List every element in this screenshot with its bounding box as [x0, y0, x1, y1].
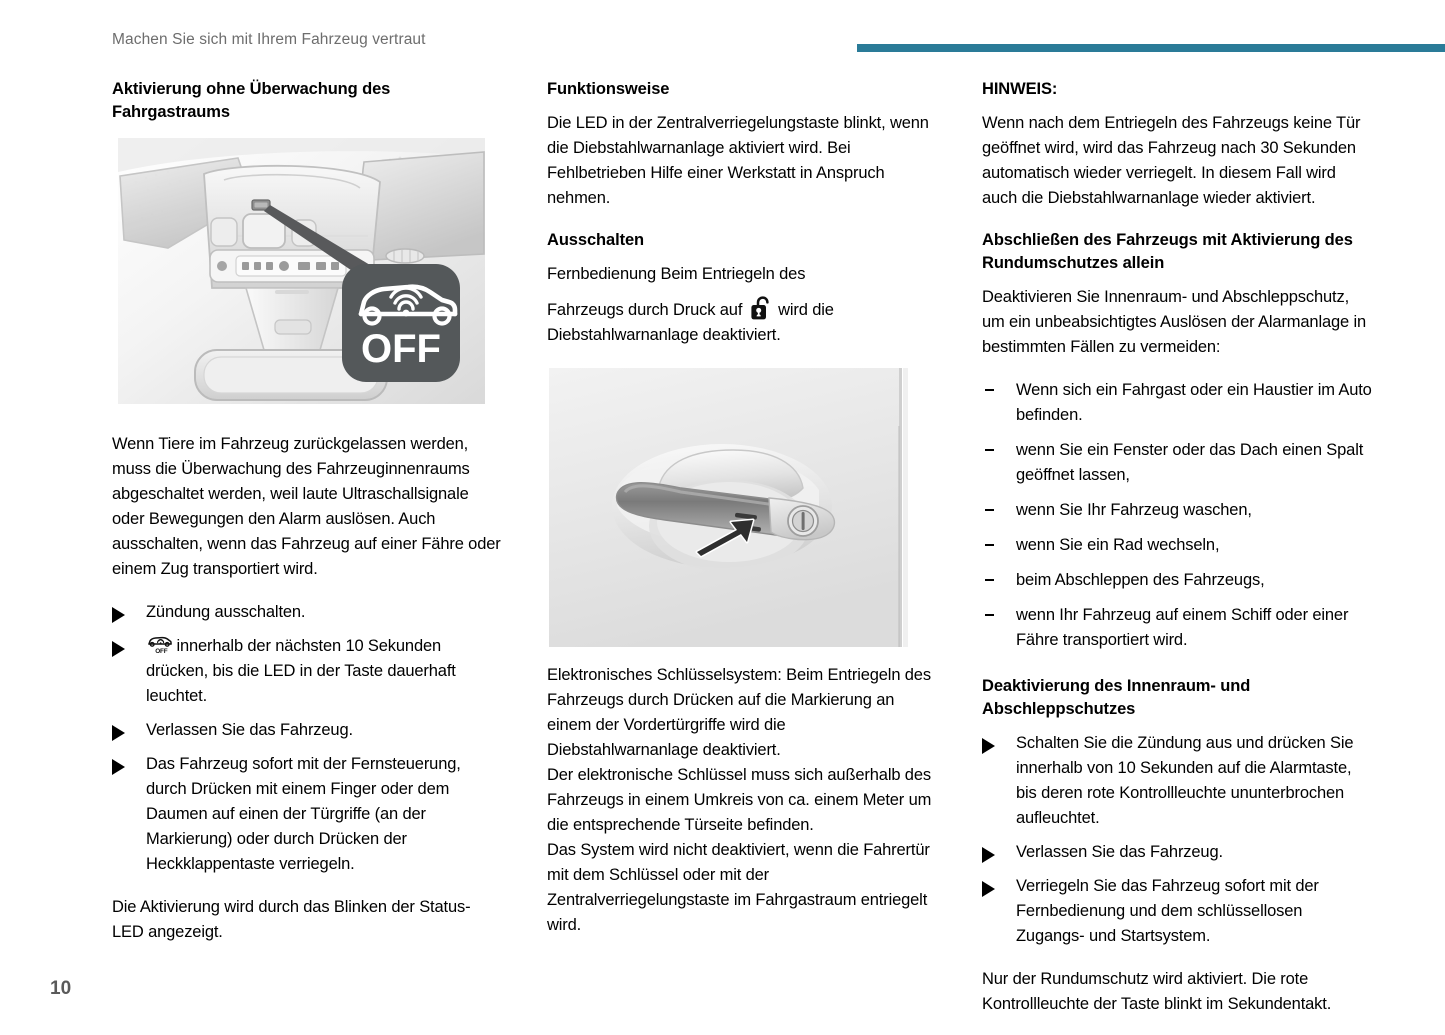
case-text: wenn Sie Ihr Fahrzeug waschen, [1016, 501, 1252, 519]
dash-bullet-icon [985, 614, 994, 616]
triangle-bullet-icon [112, 759, 125, 775]
paragraph-text-after: wird die Diebstahlwarnanlage deaktiviert. [547, 301, 834, 344]
page-number: 10 [50, 978, 72, 999]
case-text: wenn Sie ein Fenster oder das Dach einen Spalt geöffnet lassen, [1016, 441, 1364, 484]
overhead-console-illustration [112, 136, 491, 406]
svg-text:OFF: OFF [155, 648, 168, 654]
heading-funktionsweise: Funktionsweise [547, 80, 670, 98]
list-item [982, 378, 1372, 428]
triangle-bullet-icon [112, 607, 125, 623]
step-text: Zündung ausschalten. [146, 603, 306, 621]
page-columns [112, 78, 1382, 1035]
column-left [112, 78, 502, 1035]
heading-aktivierung-ohne-ueberwachung: Aktivierung ohne Überwachung des Fahrgastraums [112, 80, 391, 121]
cases-list [982, 378, 1372, 653]
dash-bullet-icon [985, 509, 994, 511]
list-item [112, 600, 502, 625]
list-item [982, 438, 1372, 488]
steps-aktivierung-list [112, 600, 502, 877]
paragraph-elektronischer-schluessel: Der elektronische Schlüssel muss sich außerhalb des Fahrzeugs in einem Umkreis von ca. einem Meter um die entsprechende Türseite befinden. [547, 766, 932, 834]
dash-bullet-icon [985, 449, 994, 451]
triangle-bullet-icon [982, 847, 995, 863]
door-handle-illustration [547, 366, 909, 649]
heading-ausschalten: Ausschalten [547, 231, 645, 249]
triangle-bullet-icon [982, 738, 995, 754]
heading-deaktivierung-innenraum: Deaktivierung des Innenraum- und Abschleppschutzes [982, 677, 1251, 718]
paragraph-system-nicht-deaktiviert: Das System wird nicht deaktiviert, wenn die Fahrertür mit dem Schlüssel oder mit der Zentralverriegelungstaste im Fahrgastraum entriegelt wird. [547, 841, 930, 934]
column-middle [547, 78, 937, 1035]
paragraph-tiere-im-fahrzeug: Wenn Tiere im Fahrzeug zurückgelassen werden, muss die Überwachung des Fahrzeuginnenraums abgeschaltet werden, weil laute Ultraschallsignale oder Bewegungen den Alarm auslösen. Auch ausschalten, wenn das Fahrzeug auf einer Fähre oder einem Zug transportiert wird. [112, 435, 501, 578]
dash-bullet-icon [985, 579, 994, 581]
list-item [982, 498, 1372, 523]
paragraph-status-led: Die Aktivierung wird durch das Blinken der Status-LED angezeigt. [112, 898, 471, 941]
step-text: Das Fahrzeug sofort mit der Fernsteuerung, durch Drücken mit einem Finger oder dem Daumen auf einen der Türgriffe (an der Markierung) oder durch Drücken der Heckklappentaste verriegeln. [146, 755, 461, 873]
steps-deaktivierung-list [982, 731, 1372, 949]
step-text: innerhalb der nächsten 10 Sekunden drücken, bis die LED in der Taste dauerhaft leuchtet. [146, 637, 456, 705]
step-text: Schalten Sie die Zündung aus und drücken Sie innerhalb von 10 Sekunden auf die Alarmtaste, bis deren rote Kontrollleuchte ununterbrochen aufleuchtet. [1016, 734, 1354, 827]
list-item [982, 568, 1372, 593]
paragraph-nur-rundumschutz: Nur der Rundumschutz wird aktiviert. Die rote Kontrollleuchte der Taste blinkt im Sekundentakt. [982, 970, 1332, 1013]
case-text: wenn Ihr Fahrzeug auf einem Schiff oder einer Fähre transportiert wird. [1016, 606, 1349, 649]
paragraph-hinweis: Wenn nach dem Entriegeln des Fahrzeugs keine Tür geöffnet wird, wird das Fahrzeug nach 30 Sekunden automatisch wieder verriegelt. In diesem Fall wird auch die Diebstahlwarnanlage wieder aktiviert. [982, 114, 1361, 207]
paragraph-deaktivieren-innenraum: Deaktivieren Sie Innenraum- und Abschleppschutz, um ein unbeabsichtigtes Auslösen der Alarmanlage in bestimmten Fällen zu vermeiden: [982, 288, 1367, 356]
step-text: Verlassen Sie das Fahrzeug. [146, 721, 353, 739]
case-text: beim Abschleppen des Fahrzeugs, [1016, 571, 1265, 589]
paragraph-fernbedienung: Fernbedienung Beim Entriegeln des [547, 265, 806, 283]
list-item [112, 634, 502, 709]
case-text: wenn Sie ein Rad wechseln, [1016, 536, 1220, 554]
paragraph-druck-auf-entriegeln [547, 296, 937, 348]
column-right [982, 78, 1372, 1035]
heading-abschliessen-rundumschutz: Abschließen des Fahrzeugs mit Aktivierung des Rundumschutzes allein [982, 231, 1353, 272]
list-item [982, 874, 1372, 949]
dash-bullet-icon [985, 544, 994, 546]
unlock-padlock-icon [750, 296, 771, 322]
paragraph-elektronisches-schluesselsystem: Elektronisches Schlüsselsystem: Beim Entriegeln des Fahrzeugs durch Drücken auf die Markierung an einem der Vordertürgriffe wird die Diebstahlwarnanlage deaktiviert. [547, 666, 931, 759]
triangle-bullet-icon [112, 725, 125, 741]
triangle-bullet-icon [112, 641, 125, 657]
heading-hinweis: HINWEIS: [982, 80, 1058, 98]
car-off-icon [146, 634, 172, 654]
header-title: Machen Sie sich mit Ihrem Fahrzeug vertraut [112, 31, 426, 48]
list-item [982, 533, 1372, 558]
page-header [112, 30, 1445, 60]
paragraph-funktionsweise: Die LED in der Zentralverriegelungstaste blinkt, wenn die Diebstahlwarnanlage aktiviert wird. Bei Fehlbetrieben Hilfe einer Werkstatt in Anspruch nehmen. [547, 114, 929, 207]
list-item [982, 840, 1372, 865]
list-item [112, 752, 502, 877]
step-text: Verriegeln Sie das Fahrzeug sofort mit der Fernbedienung und dem schlüssellosen Zugangs- und Startsystem. [1016, 877, 1319, 945]
list-item [112, 718, 502, 743]
dash-bullet-icon [985, 389, 994, 391]
header-rule [857, 44, 1445, 52]
off-badge-label: OFF [361, 327, 441, 371]
step-text: Verlassen Sie das Fahrzeug. [1016, 843, 1223, 861]
paragraph-text-before: Fahrzeugs durch Druck auf [547, 301, 743, 319]
list-item [982, 731, 1372, 831]
triangle-bullet-icon [982, 881, 995, 897]
list-item [982, 603, 1372, 653]
case-text: Wenn sich ein Fahrgast oder ein Haustier im Auto befinden. [1016, 381, 1372, 424]
